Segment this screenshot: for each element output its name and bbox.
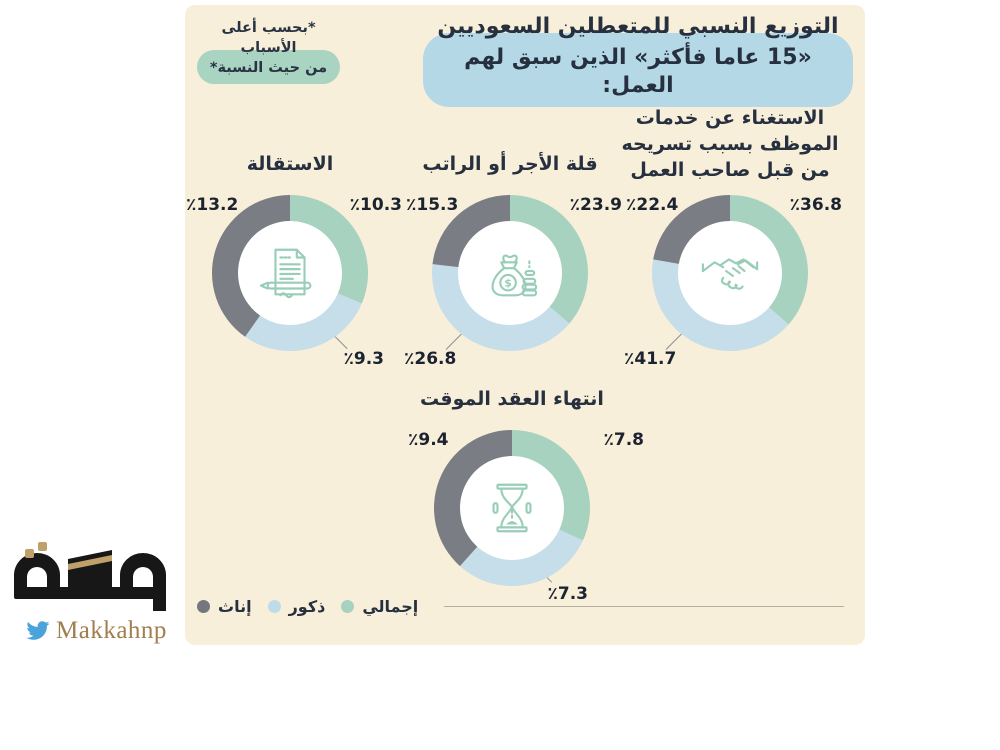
donut-ring <box>210 193 370 353</box>
females-value-label: ٪15.3 <box>406 195 459 215</box>
chart-title: الاستقالة <box>246 153 334 175</box>
page-title-pill <box>423 33 853 107</box>
males-value-label: ٪26.8 <box>404 349 457 369</box>
chart-title: انتهاء العقد الموقت <box>420 388 604 410</box>
hourglass-icon <box>481 477 543 539</box>
chart-contract-end <box>392 380 644 630</box>
males-dot-icon <box>268 600 281 613</box>
content-card <box>185 5 865 645</box>
handshake-icon <box>699 242 761 304</box>
makkah-brandmark <box>12 537 172 611</box>
total-value-label: ٪36.8 <box>789 195 842 215</box>
males-value-label: ٪7.3 <box>547 584 588 604</box>
females-value-label: ٪22.4 <box>626 195 679 215</box>
donut-ring <box>432 428 592 588</box>
legend-item-males <box>268 597 326 616</box>
females-value-label: ٪13.2 <box>186 195 239 215</box>
total-value-label: ٪7.8 <box>603 430 644 450</box>
total-value-label: ٪10.3 <box>349 195 402 215</box>
twitter-handle-text: Makkahnp <box>56 617 167 644</box>
page-title <box>423 13 853 107</box>
legend-divider-line <box>444 606 844 607</box>
chart-title: قلة الأجر أو الراتب <box>422 153 598 175</box>
twitter-handle-row <box>26 617 180 645</box>
chart-resignation <box>170 145 410 395</box>
legend <box>197 597 844 616</box>
males-value-label: ٪41.7 <box>624 349 677 369</box>
total-value-label: ٪23.9 <box>569 195 622 215</box>
females-dot-icon <box>197 600 210 613</box>
legend-label: إناث <box>218 597 252 616</box>
chart-layoff <box>610 107 850 395</box>
females-value-label: ٪9.4 <box>408 430 449 450</box>
donut-ring <box>650 193 810 353</box>
legend-item-total <box>341 597 418 616</box>
money-bag-icon <box>479 242 541 304</box>
footnote-line1: *بحسب أعلى الأسباب <box>221 20 316 56</box>
footnote-line2: من حيث النسبة* <box>209 60 328 77</box>
page-title-line1: التوزيع النسبي للمتعطلين السعوديين <box>437 14 839 39</box>
twitter-icon <box>26 621 50 641</box>
donut-ring <box>430 193 590 353</box>
chart-low-wage <box>390 145 630 395</box>
total-dot-icon <box>341 600 354 613</box>
svg-text:$: $ <box>504 276 512 290</box>
chart-title: الاستغناء عن خدمات الموظف بسبب تسريحه من قبل صاحب العمل <box>621 107 839 181</box>
legend-label: ذكور <box>288 597 326 616</box>
footnote <box>191 19 346 84</box>
legend-label: إجمالي <box>362 597 419 616</box>
males-value-label: ٪9.3 <box>343 349 384 369</box>
document-pen-icon <box>259 242 321 304</box>
page-title-line2: «15 عاما فأكثر» الذين سبق لهم العمل: <box>464 44 812 99</box>
makkah-logo <box>12 537 180 645</box>
legend-item-females <box>197 597 252 616</box>
